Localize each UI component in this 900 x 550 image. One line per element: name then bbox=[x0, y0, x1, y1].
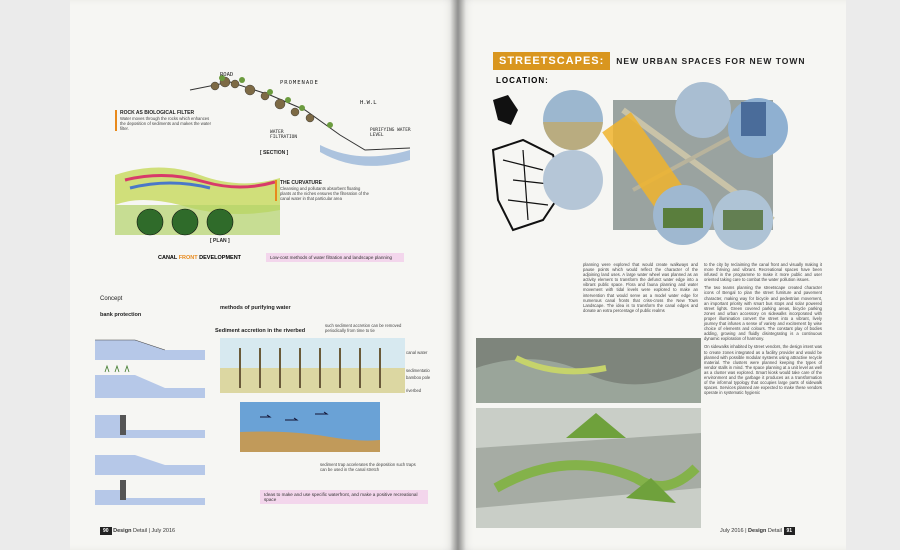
left-footer: 90 Design Detail | July 2016 bbox=[100, 528, 175, 534]
riverbed-label: riverbed bbox=[406, 388, 422, 393]
streetscape-renders bbox=[476, 338, 701, 528]
location-label: LOCATION: bbox=[496, 76, 549, 85]
column-2-paragraph-2: The two teams planning the streetscape created character icons of Bengal to plan the street furniture and pavement character, making way for bicycle and pedestrian movement, an important priority with smart bus stops and solar powered street lights. Green covered parking areas, bicycle parking zones and urban accessory on sidewalks incorporated with proper illumination convert the street into a vibrant, lively journey that infuses a sense of variety and excitement by wise choice of elements and colours. The constant play of bodies adding, growing and fluidly disintegrating is a continuous dynamic exploration of harmony. bbox=[704, 285, 822, 342]
road-label: ROAD bbox=[220, 72, 234, 78]
article-subtitle: NEW URBAN SPACES FOR NEW TOWN bbox=[616, 56, 806, 66]
ideas-caption: Ideas to make and use specific waterfront, and make a positive recreational space bbox=[260, 490, 428, 504]
sediment-trap-note: sediment trap accelerates the deposition such traps can be used in the canal stretch bbox=[320, 462, 416, 473]
curvature-note bbox=[275, 180, 370, 201]
purifying-water-label: PURIFYING WATER LEVEL bbox=[370, 128, 411, 138]
front-word: FRONT bbox=[178, 255, 198, 261]
column-1-paragraph: planning were explored that would create walkways and pause points which would reflect the character of the adjoining land uses. A large water wheel was planned as an activity element to transform the defunct water edge into a vibrant public space. Flora and fauna planning and water movement with tidal levels were explored to make an intervention that would serve as a model water edge for numerous canal fronts that criss-cross the New Town Landscape. The idea is to transform the canal edges and donate an extra percentage of public realms bbox=[583, 262, 698, 313]
text-column-1 bbox=[583, 262, 698, 316]
concept-heading: Concept bbox=[100, 296, 123, 302]
bamboo-pole-label: bamboo pole bbox=[406, 375, 431, 380]
right-page bbox=[458, 0, 846, 550]
left-magazine-sub: Detail bbox=[132, 528, 148, 534]
text-column-2 bbox=[704, 262, 822, 398]
right-magazine-sub: Detail bbox=[767, 528, 782, 534]
streetscapes-title: STREETSCAPES: bbox=[493, 52, 610, 70]
column-2-paragraph-3: On sidewalks inhabited by street vendors, the design intent was to create zones integrated as a facility provider and would be planned with possible modular systems using attractive recycle material. The clusters were planned keeping the types of vendor stalls in mind. The space planning at a unit level as well as a cluster was explored. Smart kiosk would take care of the environment and the garbage it produces as a transformation of the informal typology that occupies large parts of sidewalk spaces. Services planned are expected to make these vendors operate in systematic hygienic bbox=[704, 344, 823, 396]
sediment-diagram bbox=[220, 338, 405, 393]
canal-water-label: canal water bbox=[406, 350, 428, 355]
methods-heading: methods of purifying water bbox=[220, 305, 291, 311]
water-filtration-label: WATER FILTRATION bbox=[270, 130, 298, 140]
bank-protection-heading: bank protection bbox=[100, 312, 142, 318]
curvature-text: Cleansing and pollutants absorbent floating plants at the niches ensures the filteration of the canal water in that particular area bbox=[280, 186, 369, 202]
rock-filter-title: ROCK AS BIOLOGICAL FILTER bbox=[120, 110, 195, 116]
article-header bbox=[493, 52, 806, 70]
canal-front-logo bbox=[158, 255, 241, 261]
canal-word: CANAL bbox=[158, 255, 178, 261]
left-date: July 2016 bbox=[151, 528, 176, 534]
left-magazine-name: Design bbox=[113, 528, 132, 534]
sediment-heading: Sediment accretion in the riverbed bbox=[215, 328, 306, 334]
development-word: DEVELOPMENT bbox=[199, 255, 242, 261]
sediment-trap-diagram bbox=[240, 402, 380, 452]
promenade-label: PROMENADE bbox=[280, 80, 319, 86]
right-magazine-name: Design bbox=[748, 528, 767, 534]
right-page-number: 91 bbox=[784, 527, 796, 535]
spread-gutter bbox=[450, 0, 466, 550]
hwl-label: H.W.L bbox=[360, 100, 377, 106]
sedimentation-label: sedimentatio bbox=[406, 368, 430, 373]
right-date: July 2016 bbox=[720, 528, 744, 534]
rock-filter-text: Water moves through the rocks which enhances the deposition of sediments and makes the water filter. bbox=[120, 116, 212, 132]
left-page bbox=[70, 0, 458, 550]
bank-protection-diagrams bbox=[95, 320, 210, 505]
right-footer: July 2016 | Design Detail 91 bbox=[720, 528, 795, 534]
section-label: [ SECTION ] bbox=[260, 150, 289, 156]
location-collage bbox=[483, 80, 833, 255]
left-page-number: 90 bbox=[100, 527, 112, 535]
rock-filter-note bbox=[115, 110, 215, 131]
sediment-note: such sediment accretion can be removed periodically from time to tie bbox=[325, 323, 402, 334]
column-2-paragraph-1: to the city by reclaiming the canal front and visually making it more thriving and vibrant. Recreational spaces have been infused in the programme to make it more public and user oriented taking care to combat the water pollution issues. bbox=[704, 262, 822, 283]
curvature-title: THE CURVATURE bbox=[280, 180, 322, 186]
plan-label: [ PLAN ] bbox=[210, 238, 230, 244]
low-cost-caption: Low-cost methods of water filtration and landscape planning bbox=[266, 253, 404, 262]
